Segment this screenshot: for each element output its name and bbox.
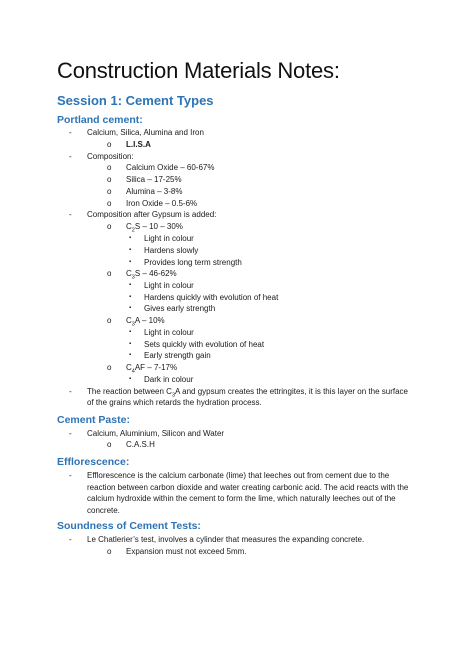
composition-item: Alumina – 3-8% — [126, 187, 183, 196]
dash-bullet: - — [69, 210, 72, 219]
square-bullet: ▪ — [129, 329, 132, 335]
circle-bullet: o — [107, 187, 112, 196]
c2s-label: $C_2S - 10 - 30\%$ — [126, 222, 183, 234]
dash-bullet: - — [69, 429, 72, 438]
session-heading: Session 1: Cement Types — [57, 93, 214, 108]
c4af-label: $C_4AF - 7-17\%$ — [126, 363, 178, 375]
soundness-item-1-sub: Expansion must not exceed 5mm. — [126, 547, 247, 556]
square-bullet: ▪ — [129, 341, 132, 347]
efflorescence-heading: Efflorescence: — [57, 456, 130, 468]
soundness-item-1: Le Chatlerier’s test, involves a cylinder that measures the expanding concrete. — [87, 535, 365, 544]
portland-item-3: Composition after Gypsum is added: — [87, 210, 217, 219]
efflorescence-line: reaction between carbon dioxide and water creating carbonic acid. The acid reacts with the — [87, 483, 409, 492]
circle-bullet: o — [107, 547, 112, 556]
efflorescence-line: concrete. — [87, 506, 120, 515]
circle-bullet: o — [107, 140, 112, 149]
square-bullet: ▪ — [129, 376, 132, 382]
circle-bullet: o — [107, 175, 112, 184]
efflorescence-line: calcium hydroxide within the cement to form the lime, which naturally leeches out of the — [87, 494, 396, 503]
circle-bullet: o — [107, 163, 112, 172]
c2s-point: Hardens slowly — [144, 246, 199, 255]
square-bullet: ▪ — [129, 247, 132, 253]
square-bullet: ▪ — [129, 294, 132, 300]
square-bullet: ▪ — [129, 352, 132, 358]
square-bullet: ▪ — [129, 259, 132, 265]
c3s-point: Hardens quickly with evolution of heat — [144, 293, 279, 302]
circle-bullet: o — [107, 222, 112, 231]
portland-item-4-cont: of the grains which retards the hydration process. — [87, 398, 262, 407]
dash-bullet: - — [69, 387, 72, 396]
circle-bullet: o — [107, 363, 112, 372]
c3a-label: $C_3A - 10\%$ — [126, 316, 165, 328]
square-bullet: ▪ — [129, 282, 132, 288]
efflorescence-line: Efflorescence is the calcium carbonate (lime) that leeches out from cement due to the — [87, 471, 390, 480]
circle-bullet: o — [107, 199, 112, 208]
paste-heading: Cement Paste: — [57, 414, 130, 426]
c4af-point: Dark in colour — [144, 375, 194, 384]
c3s-point: Light in colour — [144, 281, 194, 290]
dash-bullet: - — [69, 535, 72, 544]
square-bullet: ▪ — [129, 305, 132, 311]
paste-item-1: Calcium, Aluminium, Silicon and Water — [87, 429, 225, 438]
dash-bullet: - — [69, 152, 72, 161]
c3a-point: Early strength gain — [144, 351, 211, 360]
composition-item: Iron Oxide – 0.5-6% — [126, 199, 198, 208]
circle-bullet: o — [107, 269, 112, 278]
soundness-heading: Soundness of Cement Tests: — [57, 520, 201, 532]
circle-bullet: o — [107, 316, 112, 325]
portland-item-4: The reaction between $C_3A$ and gypsum creates the ettringites, it is this layer on the surface — [87, 387, 409, 399]
square-bullet: ▪ — [129, 235, 132, 241]
portland-item-2: Composition: — [87, 152, 134, 161]
document-title: Construction Materials Notes: — [57, 58, 340, 83]
c2s-point: Light in colour — [144, 234, 194, 243]
c3a-point: Light in colour — [144, 328, 194, 337]
c3a-point: Sets quickly with evolution of heat — [144, 340, 265, 349]
composition-item: Calcium Oxide – 60-67% — [126, 163, 215, 172]
c2s-point: Provides long term strength — [144, 258, 242, 267]
portland-item-1-sub: L.I.S.A — [126, 140, 151, 149]
c3s-point: Gives early strength — [144, 304, 216, 313]
circle-bullet: o — [107, 440, 112, 449]
c3s-label: $C_3S - 46-62\%$ — [126, 269, 177, 281]
paste-item-1-sub: C.A.S.H — [126, 440, 155, 449]
dash-bullet: - — [69, 471, 72, 480]
portland-item-1: Calcium, Silica, Alumina and Iron — [87, 128, 204, 137]
composition-item: Silica – 17-25% — [126, 175, 182, 184]
portland-heading: Portland cement: — [57, 114, 143, 126]
dash-bullet: - — [69, 128, 72, 137]
